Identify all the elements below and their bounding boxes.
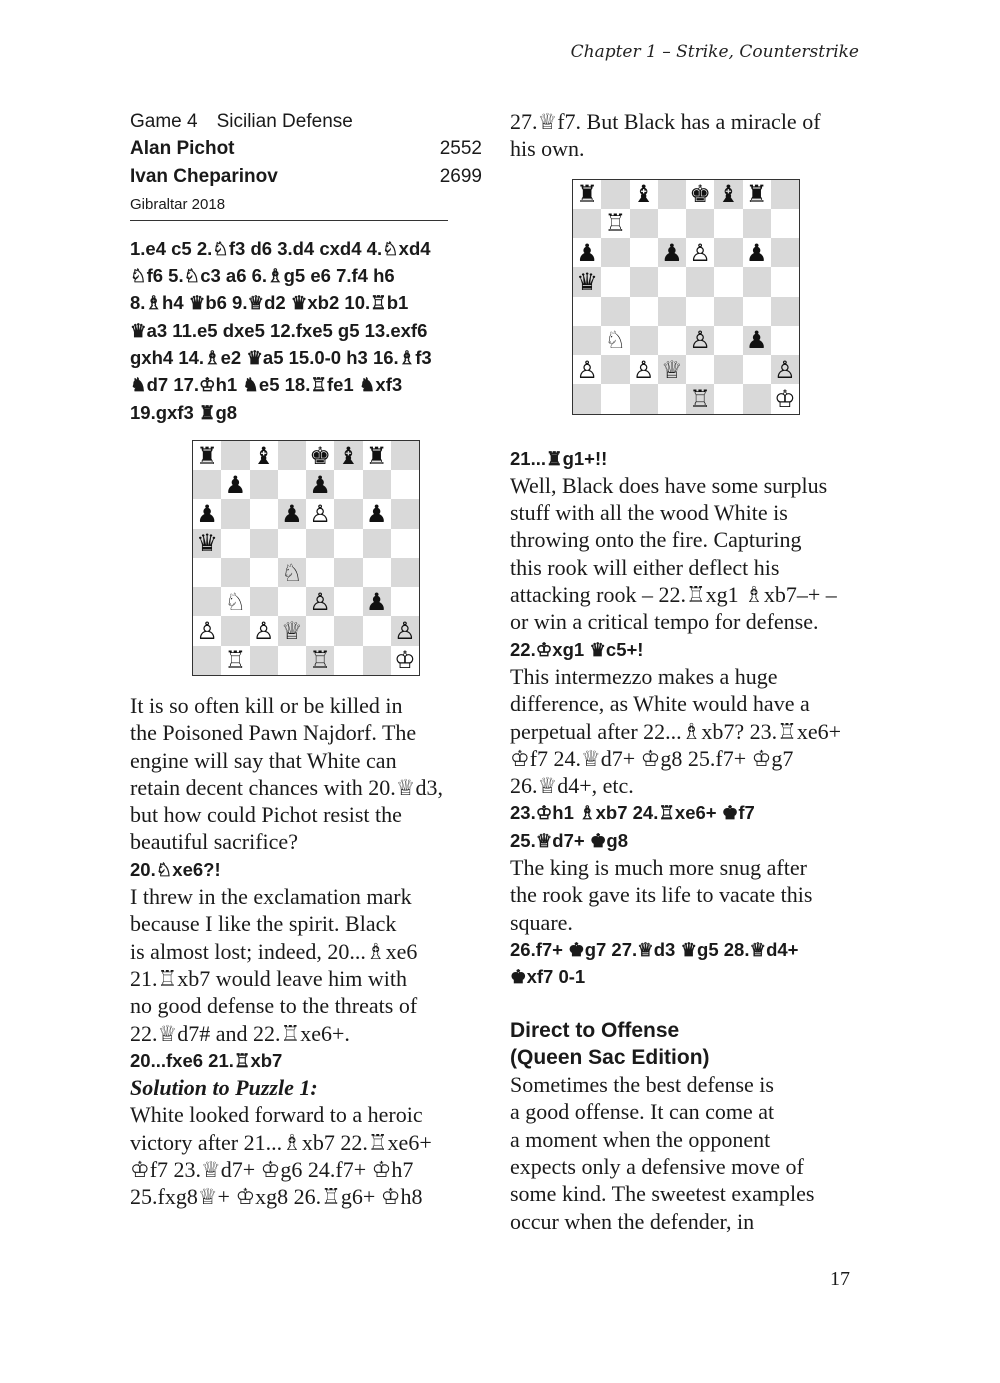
board-square [221, 529, 249, 558]
board-square [250, 558, 278, 587]
chess-piece-icon: ♟ [365, 500, 388, 529]
move-line: ♛a3 11.e5 dxe5 12.fxe5 g5 13.exf6 [130, 319, 428, 341]
board-square [221, 470, 249, 499]
move-line: 19.gxf3 ♜g8 [130, 401, 238, 423]
board-square [391, 441, 419, 470]
commentary-paragraph: I threw in the exclamation mark because I like the spirit. Black is almost lost; indeed, 20...♗xe6 21.♖xb7 would leave him with no good defense to the threats of 22.♕d7# and 22.♖xe6+. [130, 884, 418, 1046]
chess-piece-icon: ♜ [196, 441, 218, 470]
board-square [573, 326, 601, 355]
commentary-paragraph: White looked forward to a heroic victory after 21...♗xb7 22.♖xe6+ ♔f7 23.♕d7+ ♔g6 24.f7+ ♔h7 25.fxg8♕+ ♔xg8 26.♖g6+ ♔h8 [130, 1102, 432, 1210]
board-square [278, 441, 306, 470]
board-square [771, 180, 799, 209]
move-21: 21...♜g1+!! [510, 447, 608, 469]
board-square [658, 326, 686, 355]
board-square [743, 326, 771, 355]
move-20: 20.♘xe6?! [130, 858, 221, 880]
puzzle-solution-title: Solution to Puzzle 1: [130, 1075, 318, 1101]
board-square [658, 267, 686, 296]
board-square [658, 238, 686, 267]
board-square [306, 470, 334, 499]
board-square [306, 558, 334, 587]
board-square [714, 180, 742, 209]
board-square [601, 326, 629, 355]
chess-piece-icon: ♙ [252, 617, 275, 646]
chess-piece-icon: ♚ [689, 180, 711, 209]
chess-piece-icon: ♟ [661, 238, 683, 267]
board-square [714, 355, 742, 384]
board-square [771, 355, 799, 384]
chess-piece-icon: ♝ [337, 441, 360, 470]
board-square [630, 238, 658, 267]
white-player-rating: 2552 [439, 138, 482, 160]
black-player-rating: 2699 [439, 165, 482, 187]
board-square [193, 529, 221, 558]
chess-piece-icon: ♜ [365, 441, 388, 470]
chess-piece-icon: ♙ [309, 587, 331, 616]
board-square [363, 499, 391, 528]
board-square [391, 587, 419, 616]
chess-piece-icon: ♖ [224, 646, 247, 675]
board-square [221, 499, 249, 528]
chess-piece-icon: ♙ [196, 617, 218, 646]
board-square [601, 267, 629, 296]
board-square [250, 529, 278, 558]
board-square [363, 558, 391, 587]
board-square [221, 558, 249, 587]
board-square [743, 180, 771, 209]
board-square [658, 355, 686, 384]
board-square [334, 616, 362, 645]
move-line: 8.♗h4 ♛b6 9.♕d2 ♛xb2 10.♖b1 [130, 292, 409, 314]
board-square [771, 238, 799, 267]
board-square [686, 267, 714, 296]
board-square [573, 384, 601, 413]
chess-piece-icon: ♖ [604, 209, 627, 238]
board-square [658, 180, 686, 209]
board-square [630, 384, 658, 413]
opening-moves [130, 235, 482, 426]
commentary-paragraph: The king is much more snug after the rook gave its life to vacate this square. [510, 855, 813, 935]
chess-piece-icon: ♔ [774, 384, 796, 413]
chess-piece-icon: ♙ [576, 355, 598, 384]
chess-piece-icon: ♜ [745, 180, 768, 209]
board-square [630, 326, 658, 355]
board-square [193, 587, 221, 616]
board-square [601, 355, 629, 384]
board-square [686, 209, 714, 238]
board-square [771, 384, 799, 413]
chess-piece-icon: ♟ [309, 470, 331, 499]
board-square [391, 529, 419, 558]
board-square [771, 297, 799, 326]
chess-piece-icon: ♙ [689, 238, 711, 267]
board-square [573, 180, 601, 209]
commentary-paragraph: It is so often kill or be killed in the Poisoned Pawn Najdorf. The engine will say that White can retain decent chances with 20.♕d3, but how could Pichot resist the beautiful sacrifice? [130, 692, 443, 855]
board-square [250, 499, 278, 528]
board-square [193, 470, 221, 499]
move-22: 22.♔xg1 ♛c5+! [510, 638, 644, 660]
board-square [686, 297, 714, 326]
board-square [221, 587, 249, 616]
chess-piece-icon: ♘ [281, 558, 303, 587]
board-square [334, 558, 362, 587]
chess-piece-icon: ♛ [196, 529, 218, 558]
board-square [221, 616, 249, 645]
chess-piece-icon: ♔ [394, 646, 416, 675]
board-square [391, 558, 419, 587]
board-square [250, 587, 278, 616]
board-square [250, 646, 278, 675]
board-square [363, 616, 391, 645]
board-square [278, 616, 306, 645]
board-square [714, 384, 742, 413]
board-square [771, 326, 799, 355]
board-square [573, 238, 601, 267]
page-number: 17 [830, 1268, 850, 1290]
board-square [363, 441, 391, 470]
board-square [278, 499, 306, 528]
board-square [601, 238, 629, 267]
chess-piece-icon: ♟ [745, 238, 768, 267]
board-square [573, 209, 601, 238]
move-26: 26.f7+ ♚g7 27.♕d3 ♛g5 28.♕d4+ ♚xf7 0-1 [510, 938, 799, 988]
chess-piece-icon: ♙ [774, 355, 796, 384]
board-square [363, 529, 391, 558]
white-player [130, 135, 482, 162]
board-square [743, 297, 771, 326]
board-square [714, 209, 742, 238]
chess-piece-icon: ♙ [309, 500, 331, 529]
chess-piece-icon: ♟ [576, 238, 598, 267]
board-square [686, 355, 714, 384]
chess-diagram-1 [192, 440, 420, 676]
board-square [601, 297, 629, 326]
board-square [278, 470, 306, 499]
board-square [306, 529, 334, 558]
board-square [714, 238, 742, 267]
board-square [630, 209, 658, 238]
board-square [743, 384, 771, 413]
board-square [630, 297, 658, 326]
game-event: Gibraltar 2018 [130, 194, 448, 221]
board-square [630, 355, 658, 384]
chess-piece-icon: ♙ [689, 326, 711, 355]
chess-piece-icon: ♟ [224, 470, 247, 499]
board-square [391, 470, 419, 499]
chess-piece-icon: ♚ [309, 441, 331, 470]
section-heading: Direct to Offense (Queen Sac Edition) [510, 1018, 710, 1069]
board-square [743, 238, 771, 267]
commentary-paragraph: Sometimes the best defense is a good offense. It can come at a moment when the opponent expects only a defensive move of some kind. The sweetest examples occur when the defender, in [510, 1072, 815, 1234]
board-square [743, 209, 771, 238]
board-square [306, 499, 334, 528]
board-square [221, 646, 249, 675]
board-square [658, 209, 686, 238]
board-square [334, 441, 362, 470]
white-player-name: Alan Pichot [130, 138, 235, 160]
board-square [334, 646, 362, 675]
board-square [193, 616, 221, 645]
board-square [278, 558, 306, 587]
board-square [334, 529, 362, 558]
chess-piece-icon: ♝ [632, 180, 655, 209]
board-square [306, 587, 334, 616]
board-square [573, 297, 601, 326]
board-square [743, 267, 771, 296]
black-player-name: Ivan Cheparinov [130, 165, 278, 187]
board-square [334, 470, 362, 499]
chess-piece-icon: ♟ [281, 500, 303, 529]
chess-piece-icon: ♖ [689, 384, 711, 413]
chess-piece-icon: ♖ [309, 646, 331, 675]
move-line: ♘f6 5.♘c3 a6 6.♗g5 e6 7.f4 h6 [130, 265, 395, 287]
move-20b: 20...fxe6 21.♖xb7 [130, 1049, 283, 1071]
board-square [743, 355, 771, 384]
board-square [601, 384, 629, 413]
chess-piece-icon: ♟ [196, 500, 218, 529]
game-header: Game 4 Sicilian Defense [130, 111, 353, 132]
chess-piece-icon: ♝ [252, 441, 275, 470]
board-square [391, 646, 419, 675]
board-square [771, 267, 799, 296]
board-square [278, 646, 306, 675]
board-square [686, 384, 714, 413]
board-square [221, 441, 249, 470]
board-square [250, 616, 278, 645]
board-square [250, 441, 278, 470]
right-column [510, 108, 862, 1235]
chess-piece-icon: ♜ [576, 180, 598, 209]
chess-piece-icon: ♘ [604, 326, 627, 355]
board-square [630, 180, 658, 209]
move-line: ♞d7 17.♔h1 ♞e5 18.♖fe1 ♞xf3 [130, 374, 403, 396]
board-square [391, 499, 419, 528]
board-square [714, 267, 742, 296]
commentary-paragraph: 27.♕f7. But Black has a miracle of his own. [510, 109, 821, 162]
board-square [193, 441, 221, 470]
board-square [573, 355, 601, 384]
chess-diagram-2 [572, 179, 800, 415]
board-square [334, 587, 362, 616]
board-square [306, 441, 334, 470]
board-square [278, 529, 306, 558]
board-square [250, 470, 278, 499]
board-square [334, 499, 362, 528]
board-square [363, 646, 391, 675]
move-line: 1.e4 c5 2.♘f3 d6 3.d4 cxd4 4.♘xd4 [130, 237, 431, 259]
move-23: 23.♔h1 ♗xb7 24.♖xe6+ ♚f7 25.♕d7+ ♚g8 [510, 802, 755, 851]
chess-piece-icon: ♘ [224, 587, 247, 616]
chess-piece-icon: ♕ [281, 617, 303, 646]
left-column [130, 108, 482, 1211]
chess-piece-icon: ♕ [661, 355, 683, 384]
commentary-paragraph: Well, Black does have some surplus stuff with all the wood White is throwing onto the fire. Capturing this rook will either deflect his attacking rook – 22.♖xg1 ♗xb7–+ – or win a critical tempo for defense. [510, 472, 837, 635]
commentary-paragraph: This intermezzo makes a huge difference, as White would have a perpetual after 22...♗xb7? 23.♖xe6+ ♔f7 24.♕d7+ ♔g8 25.f7+ ♔g7 26.♕d4+, etc. [510, 663, 842, 799]
running-head: Chapter 1 – Strike, Counterstrike [570, 42, 859, 62]
board-square [601, 180, 629, 209]
board-square [363, 470, 391, 499]
board-square [391, 616, 419, 645]
board-square [714, 297, 742, 326]
board-square [306, 616, 334, 645]
board-square [306, 646, 334, 675]
chess-piece-icon: ♙ [394, 617, 416, 646]
board-square [658, 384, 686, 413]
board-square [771, 209, 799, 238]
chess-piece-icon: ♝ [717, 180, 740, 209]
board-square [193, 646, 221, 675]
board-square [363, 587, 391, 616]
move-line: gxh4 14.♗e2 ♛a5 15.0-0 h3 16.♗f3 [130, 347, 432, 369]
board-square [658, 297, 686, 326]
board-square [193, 558, 221, 587]
board-square [630, 267, 658, 296]
board-square [714, 326, 742, 355]
board-square [573, 267, 601, 296]
board-square [193, 499, 221, 528]
chess-piece-icon: ♟ [745, 326, 768, 355]
board-square [601, 209, 629, 238]
chess-piece-icon: ♛ [576, 267, 598, 296]
board-square [686, 238, 714, 267]
chess-piece-icon: ♙ [632, 355, 655, 384]
chess-piece-icon: ♟ [365, 587, 388, 616]
board-square [278, 587, 306, 616]
board-square [686, 326, 714, 355]
board-square [686, 180, 714, 209]
black-player [130, 163, 482, 190]
